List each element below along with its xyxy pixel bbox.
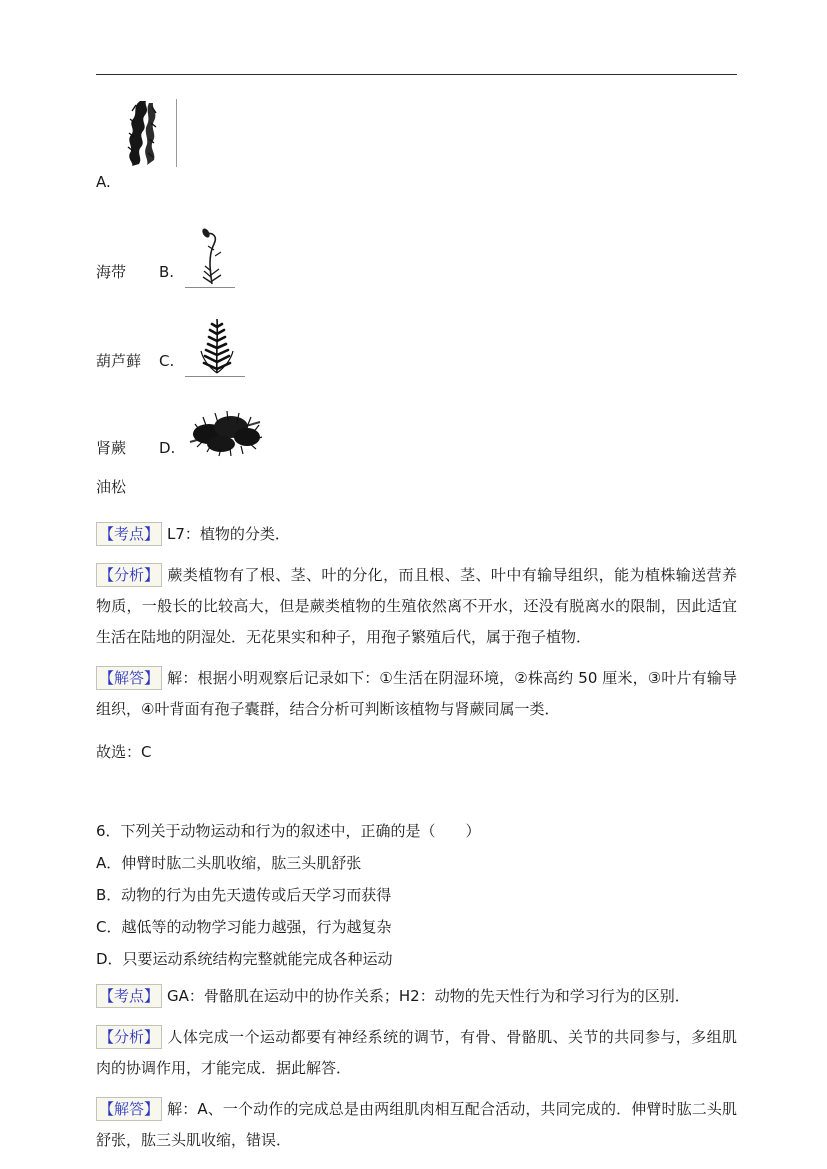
moss-image bbox=[185, 226, 235, 288]
q6-jieda-tag: 【解答】 bbox=[96, 1097, 162, 1121]
q6-option-b: B．动物的行为由先天遗传或后天学习而获得 bbox=[96, 886, 392, 904]
figure-row-d bbox=[96, 402, 737, 464]
fenxi-tag: 【分析】 bbox=[96, 563, 162, 587]
q6-fenxi-text: 人体完成一个运动都要有神经系统的调节，有骨、骨骼肌、关节的共同参与，多组肌肉的协调作用，才能完成．据此解答． bbox=[96, 1028, 737, 1077]
caption-moss: 葫芦藓 bbox=[96, 352, 142, 370]
q6-kaodian-tag: 【考点】 bbox=[96, 984, 162, 1008]
jieda-tag: 【解答】 bbox=[96, 666, 162, 690]
figure-row-c bbox=[96, 315, 737, 377]
top-rule bbox=[96, 74, 737, 75]
pine-image bbox=[185, 402, 265, 464]
q5-fenxi-section bbox=[96, 560, 737, 653]
q5-jieda-text: 解：根据小明观察后记录如下：①生活在阴湿环境，②株高约 50 厘米，③叶片有输导组织，④叶背面有孢子囊群，结合分析可判断该植物与肾蕨同属一类． bbox=[96, 669, 737, 718]
q5-fenxi-text: 蕨类植物有了根、茎、叶的分化，而且根、茎、叶中有输导组织，能为植株输送营养物质，一般长的比较高大，但是蕨类植物的生殖依然离不开水，还没有脱离水的限制，因此适宜生活在陆地的阴湿处．无花果实和种子，用孢子繁殖后代，属于孢子植物． bbox=[96, 566, 737, 646]
q6-option-d: D．只要运动系统结构完整就能完成各种运动 bbox=[96, 950, 393, 968]
q6-stem: 6．下列关于动物运动和行为的叙述中，正确的是（ ） bbox=[96, 822, 481, 840]
document-content bbox=[96, 74, 737, 1166]
caption-kelp: 海带 bbox=[96, 263, 127, 281]
kelp-image bbox=[118, 99, 177, 167]
q6-fenxi-tag: 【分析】 bbox=[96, 1025, 162, 1049]
q6-kaodian-section bbox=[96, 981, 737, 1012]
option-c-label: C. bbox=[159, 352, 175, 370]
q5-answer: 故选：C bbox=[96, 743, 152, 761]
q6-jieda-text: 解：A、一个动作的完成总是由两组肌肉相互配合活动，共同完成的．伸臂时肱二头肌舒张，肱三头肌收缩，错误． bbox=[96, 1100, 737, 1149]
q6-kaodian-text: GA：骨骼肌在运动中的协作关系；H2：动物的先天性行为和学习行为的区别． bbox=[167, 987, 690, 1005]
q6-option-a: A．伸臂时肱二头肌收缩，肱三头肌舒张 bbox=[96, 854, 362, 872]
fern-image bbox=[185, 315, 245, 377]
caption-pine: 油松 bbox=[96, 478, 127, 496]
q5-kaodian-text: L7：植物的分类． bbox=[167, 525, 290, 543]
q6-option-c: C．越低等的动物学习能力越强，行为越复杂 bbox=[96, 918, 392, 936]
kaodian-tag: 【考点】 bbox=[96, 522, 162, 546]
q6-fenxi-section bbox=[96, 1022, 737, 1084]
q5-kaodian-section bbox=[96, 519, 737, 550]
figure-row-a bbox=[96, 99, 737, 167]
q5-jieda-section bbox=[96, 663, 737, 725]
q6-jieda-section bbox=[96, 1094, 737, 1156]
option-a-label: A. bbox=[96, 173, 111, 191]
option-d-label: D. bbox=[159, 439, 176, 457]
caption-fern: 肾蕨 bbox=[96, 439, 127, 457]
option-b-label: B. bbox=[159, 263, 175, 281]
figure-row-b bbox=[96, 226, 737, 288]
